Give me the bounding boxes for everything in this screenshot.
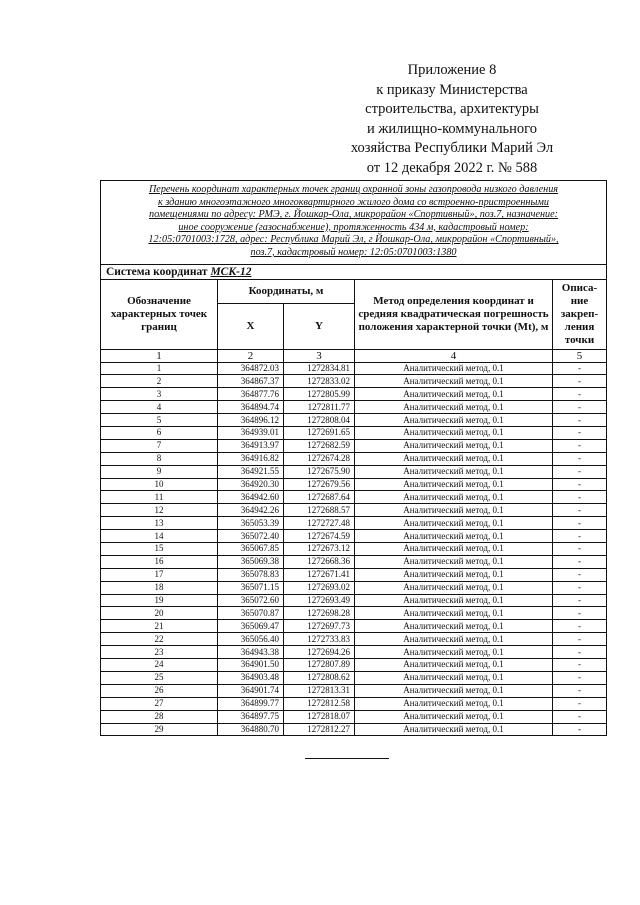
table-row bbox=[101, 646, 607, 659]
x-coordinate: 364921.55 bbox=[218, 465, 284, 478]
method-cell: Аналитический метод, 0.1 bbox=[355, 697, 553, 710]
method-cell: Аналитический метод, 0.1 bbox=[355, 723, 553, 736]
description-cell: - bbox=[553, 543, 607, 556]
y-coordinate: 1272833.02 bbox=[284, 375, 355, 388]
x-coordinate: 364942.60 bbox=[218, 491, 284, 504]
point-number: 9 bbox=[101, 465, 218, 478]
point-number: 1 bbox=[101, 362, 218, 375]
table-row bbox=[101, 723, 607, 736]
table-row bbox=[101, 465, 607, 478]
header-line: Приложение 8 bbox=[407, 62, 497, 78]
x-coordinate: 364872.03 bbox=[218, 362, 284, 375]
x-coordinate: 365069.47 bbox=[218, 620, 284, 633]
description-cell: - bbox=[553, 697, 607, 710]
system-row bbox=[101, 264, 607, 279]
method-cell: Аналитический метод, 0.1 bbox=[355, 517, 553, 530]
description-cell: - bbox=[553, 620, 607, 633]
table-row bbox=[101, 543, 607, 556]
x-coordinate: 364901.74 bbox=[218, 684, 284, 697]
header-point: Обозначение характерных точек границ bbox=[101, 279, 218, 349]
point-number: 19 bbox=[101, 594, 218, 607]
y-coordinate: 1272812.27 bbox=[284, 723, 355, 736]
method-cell: Аналитический метод, 0.1 bbox=[355, 594, 553, 607]
description-cell: - bbox=[553, 594, 607, 607]
table-row bbox=[101, 568, 607, 581]
header-line: к приказу Министерства bbox=[376, 81, 528, 98]
y-coordinate: 1272808.62 bbox=[284, 671, 355, 684]
header-line: строительства, архитектуры bbox=[365, 101, 539, 117]
table-row bbox=[101, 659, 607, 672]
x-coordinate: 365056.40 bbox=[218, 633, 284, 646]
table-row bbox=[101, 427, 607, 440]
table-row bbox=[101, 362, 607, 375]
method-cell: Аналитический метод, 0.1 bbox=[355, 633, 553, 646]
point-number: 13 bbox=[101, 517, 218, 530]
method-cell: Аналитический метод, 0.1 bbox=[355, 375, 553, 388]
x-coordinate: 364894.74 bbox=[218, 401, 284, 414]
point-number: 12 bbox=[101, 504, 218, 517]
y-coordinate: 1272818.07 bbox=[284, 710, 355, 723]
y-coordinate: 1272668.36 bbox=[284, 555, 355, 568]
x-coordinate: 365072.40 bbox=[218, 530, 284, 543]
x-coordinate: 365053.39 bbox=[218, 517, 284, 530]
point-number: 5 bbox=[101, 414, 218, 427]
x-coordinate: 364877.76 bbox=[218, 388, 284, 401]
point-number: 17 bbox=[101, 568, 218, 581]
point-number: 11 bbox=[101, 491, 218, 504]
description-cell: - bbox=[553, 465, 607, 478]
description-cell: - bbox=[553, 427, 607, 440]
method-cell: Аналитический метод, 0.1 bbox=[355, 710, 553, 723]
method-cell: Аналитический метод, 0.1 bbox=[355, 620, 553, 633]
x-coordinate: 364901.50 bbox=[218, 659, 284, 672]
table-row bbox=[101, 697, 607, 710]
point-number: 14 bbox=[101, 530, 218, 543]
description-cell: - bbox=[553, 633, 607, 646]
x-coordinate: 365070.87 bbox=[218, 607, 284, 620]
description-cell: - bbox=[553, 478, 607, 491]
y-coordinate: 1272691.65 bbox=[284, 427, 355, 440]
caption-line: помещениями по адресу: РМЭ, г. Йошкар-Ола, микрорайон «Спортивный», поз.7, назначение: bbox=[148, 209, 559, 221]
y-coordinate: 1272807.89 bbox=[284, 659, 355, 672]
y-coordinate: 1272698.28 bbox=[284, 607, 355, 620]
method-cell: Аналитический метод, 0.1 bbox=[355, 414, 553, 427]
description-cell: - bbox=[553, 607, 607, 620]
point-number: 21 bbox=[101, 620, 218, 633]
header-row bbox=[101, 279, 607, 303]
method-cell: Аналитический метод, 0.1 bbox=[355, 362, 553, 375]
header-y: Y bbox=[284, 303, 355, 349]
point-number: 29 bbox=[101, 723, 218, 736]
header-method: Метод определения координат и средняя квадратическая погрешность положения характерной точки (Mt), м bbox=[355, 279, 553, 349]
method-cell: Аналитический метод, 0.1 bbox=[355, 504, 553, 517]
point-number: 20 bbox=[101, 607, 218, 620]
coordinate-system bbox=[101, 264, 607, 279]
description-cell: - bbox=[553, 375, 607, 388]
y-coordinate: 1272675.90 bbox=[284, 465, 355, 478]
column-number: 4 bbox=[355, 349, 553, 362]
table-row bbox=[101, 684, 607, 697]
x-coordinate: 365078.83 bbox=[218, 568, 284, 581]
description-cell: - bbox=[553, 517, 607, 530]
column-number: 5 bbox=[553, 349, 607, 362]
table-row bbox=[101, 439, 607, 452]
y-coordinate: 1272688.57 bbox=[284, 504, 355, 517]
point-number: 26 bbox=[101, 684, 218, 697]
table-row bbox=[101, 607, 607, 620]
y-coordinate: 1272813.31 bbox=[284, 684, 355, 697]
x-coordinate: 365067.85 bbox=[218, 543, 284, 556]
table-row bbox=[101, 594, 607, 607]
column-number: 1 bbox=[101, 349, 218, 362]
table-row bbox=[101, 581, 607, 594]
y-coordinate: 1272805.99 bbox=[284, 388, 355, 401]
x-coordinate: 364939.01 bbox=[218, 427, 284, 440]
method-cell: Аналитический метод, 0.1 bbox=[355, 427, 553, 440]
y-coordinate: 1272694.26 bbox=[284, 646, 355, 659]
point-number: 3 bbox=[101, 388, 218, 401]
description-cell: - bbox=[553, 530, 607, 543]
column-number: 2 bbox=[218, 349, 284, 362]
y-coordinate: 1272693.49 bbox=[284, 594, 355, 607]
appendix-header bbox=[322, 61, 582, 178]
method-cell: Аналитический метод, 0.1 bbox=[355, 401, 553, 414]
table-row bbox=[101, 452, 607, 465]
method-cell: Аналитический метод, 0.1 bbox=[355, 388, 553, 401]
point-number: 23 bbox=[101, 646, 218, 659]
y-coordinate: 1272697.73 bbox=[284, 620, 355, 633]
method-cell: Аналитический метод, 0.1 bbox=[355, 439, 553, 452]
table-row bbox=[101, 478, 607, 491]
description-cell: - bbox=[553, 710, 607, 723]
description-cell: - bbox=[553, 659, 607, 672]
system-label: Система координат bbox=[106, 265, 208, 278]
y-coordinate: 1272687.64 bbox=[284, 491, 355, 504]
y-coordinate: 1272671.41 bbox=[284, 568, 355, 581]
x-coordinate: 364913.97 bbox=[218, 439, 284, 452]
y-coordinate: 1272811.77 bbox=[284, 401, 355, 414]
y-coordinate: 1272679.56 bbox=[284, 478, 355, 491]
table-row bbox=[101, 620, 607, 633]
description-cell: - bbox=[553, 452, 607, 465]
x-coordinate: 365069.38 bbox=[218, 555, 284, 568]
description-cell: - bbox=[553, 439, 607, 452]
method-cell: Аналитический метод, 0.1 bbox=[355, 568, 553, 581]
method-cell: Аналитический метод, 0.1 bbox=[355, 607, 553, 620]
point-number: 18 bbox=[101, 581, 218, 594]
x-coordinate: 364943.38 bbox=[218, 646, 284, 659]
x-coordinate: 364916.82 bbox=[218, 452, 284, 465]
y-coordinate: 1272834.81 bbox=[284, 362, 355, 375]
method-cell: Аналитический метод, 0.1 bbox=[355, 465, 553, 478]
x-coordinate: 364920.30 bbox=[218, 478, 284, 491]
y-coordinate: 1272673.12 bbox=[284, 543, 355, 556]
y-coordinate: 1272727.48 bbox=[284, 517, 355, 530]
table-row bbox=[101, 491, 607, 504]
coordinates-table bbox=[100, 180, 607, 736]
y-coordinate: 1272693.02 bbox=[284, 581, 355, 594]
table-row bbox=[101, 530, 607, 543]
point-number: 7 bbox=[101, 439, 218, 452]
table-row bbox=[101, 633, 607, 646]
table-row bbox=[101, 710, 607, 723]
point-number: 28 bbox=[101, 710, 218, 723]
point-number: 15 bbox=[101, 543, 218, 556]
point-number: 6 bbox=[101, 427, 218, 440]
y-coordinate: 1272808.04 bbox=[284, 414, 355, 427]
method-cell: Аналитический метод, 0.1 bbox=[355, 478, 553, 491]
method-cell: Аналитический метод, 0.1 bbox=[355, 646, 553, 659]
description-cell: - bbox=[553, 723, 607, 736]
caption-line: Перечень координат характерных точек границ охранной зоны газопровода низкого давления bbox=[148, 184, 559, 195]
point-number: 8 bbox=[101, 452, 218, 465]
description-cell: - bbox=[553, 401, 607, 414]
point-number: 2 bbox=[101, 375, 218, 388]
description-cell: - bbox=[553, 504, 607, 517]
caption-line: к зданию многоэтажного многоквартирного жилого дома со встроенно-пристроенными bbox=[158, 196, 549, 208]
x-coordinate: 364897.75 bbox=[218, 710, 284, 723]
header-line: хозяйства Республики Марий Эл bbox=[350, 140, 554, 156]
table-row bbox=[101, 671, 607, 684]
description-cell: - bbox=[553, 362, 607, 375]
point-number: 27 bbox=[101, 697, 218, 710]
point-number: 4 bbox=[101, 401, 218, 414]
caption-line: поз.7, кадастровый номер: 12:05:0701003:1380 bbox=[250, 246, 457, 258]
point-number: 10 bbox=[101, 478, 218, 491]
table-row bbox=[101, 517, 607, 530]
y-coordinate: 1272733.83 bbox=[284, 633, 355, 646]
description-cell: - bbox=[553, 684, 607, 697]
x-coordinate: 364880.70 bbox=[218, 723, 284, 736]
method-cell: Аналитический метод, 0.1 bbox=[355, 543, 553, 556]
x-coordinate: 364942.26 bbox=[218, 504, 284, 517]
y-coordinate: 1272674.59 bbox=[284, 530, 355, 543]
header-line: от 12 декабря 2022 г. № 588 bbox=[366, 159, 538, 176]
method-cell: Аналитический метод, 0.1 bbox=[355, 491, 553, 504]
description-cell: - bbox=[553, 646, 607, 659]
description-cell: - bbox=[553, 491, 607, 504]
x-coordinate: 364899.77 bbox=[218, 697, 284, 710]
table-caption bbox=[101, 181, 607, 265]
header-x: X bbox=[218, 303, 284, 349]
method-cell: Аналитический метод, 0.1 bbox=[355, 684, 553, 697]
table-row bbox=[101, 414, 607, 427]
description-cell: - bbox=[553, 581, 607, 594]
x-coordinate: 364903.48 bbox=[218, 671, 284, 684]
method-cell: Аналитический метод, 0.1 bbox=[355, 555, 553, 568]
caption-line: иное сооружение (газоснабжение), протяженность 434 м, кадастровый номер: bbox=[178, 221, 529, 233]
table-row bbox=[101, 401, 607, 414]
column-number-row bbox=[101, 349, 607, 362]
caption-line: 12:05:0701003:1728, адрес: Республика Марий Эл, г Йошкар-Ола, микрорайон «Спортивный», bbox=[148, 234, 559, 246]
method-cell: Аналитический метод, 0.1 bbox=[355, 530, 553, 543]
method-cell: Аналитический метод, 0.1 bbox=[355, 452, 553, 465]
description-cell: - bbox=[553, 568, 607, 581]
column-number: 3 bbox=[284, 349, 355, 362]
y-coordinate: 1272682.59 bbox=[284, 439, 355, 452]
y-coordinate: 1272812.58 bbox=[284, 697, 355, 710]
end-divider bbox=[305, 758, 389, 759]
point-number: 22 bbox=[101, 633, 218, 646]
system-value: МСК-12 bbox=[210, 265, 252, 278]
description-cell: - bbox=[553, 414, 607, 427]
table-row bbox=[101, 388, 607, 401]
method-cell: Аналитический метод, 0.1 bbox=[355, 581, 553, 594]
x-coordinate: 365072.60 bbox=[218, 594, 284, 607]
x-coordinate: 365071.15 bbox=[218, 581, 284, 594]
header-coords: Координаты, м bbox=[218, 279, 355, 303]
point-number: 24 bbox=[101, 659, 218, 672]
table-row bbox=[101, 375, 607, 388]
x-coordinate: 364867.37 bbox=[218, 375, 284, 388]
x-coordinate: 364896.12 bbox=[218, 414, 284, 427]
point-number: 16 bbox=[101, 555, 218, 568]
table-row bbox=[101, 504, 607, 517]
description-cell: - bbox=[553, 555, 607, 568]
description-cell: - bbox=[553, 388, 607, 401]
header-desc: Описа-ние закреп-ления точки bbox=[553, 279, 607, 349]
point-number: 25 bbox=[101, 671, 218, 684]
caption-row bbox=[101, 181, 607, 265]
description-cell: - bbox=[553, 671, 607, 684]
table-row bbox=[101, 555, 607, 568]
method-cell: Аналитический метод, 0.1 bbox=[355, 659, 553, 672]
method-cell: Аналитический метод, 0.1 bbox=[355, 671, 553, 684]
y-coordinate: 1272674.28 bbox=[284, 452, 355, 465]
header-line: и жилищно-коммунального bbox=[366, 120, 538, 137]
